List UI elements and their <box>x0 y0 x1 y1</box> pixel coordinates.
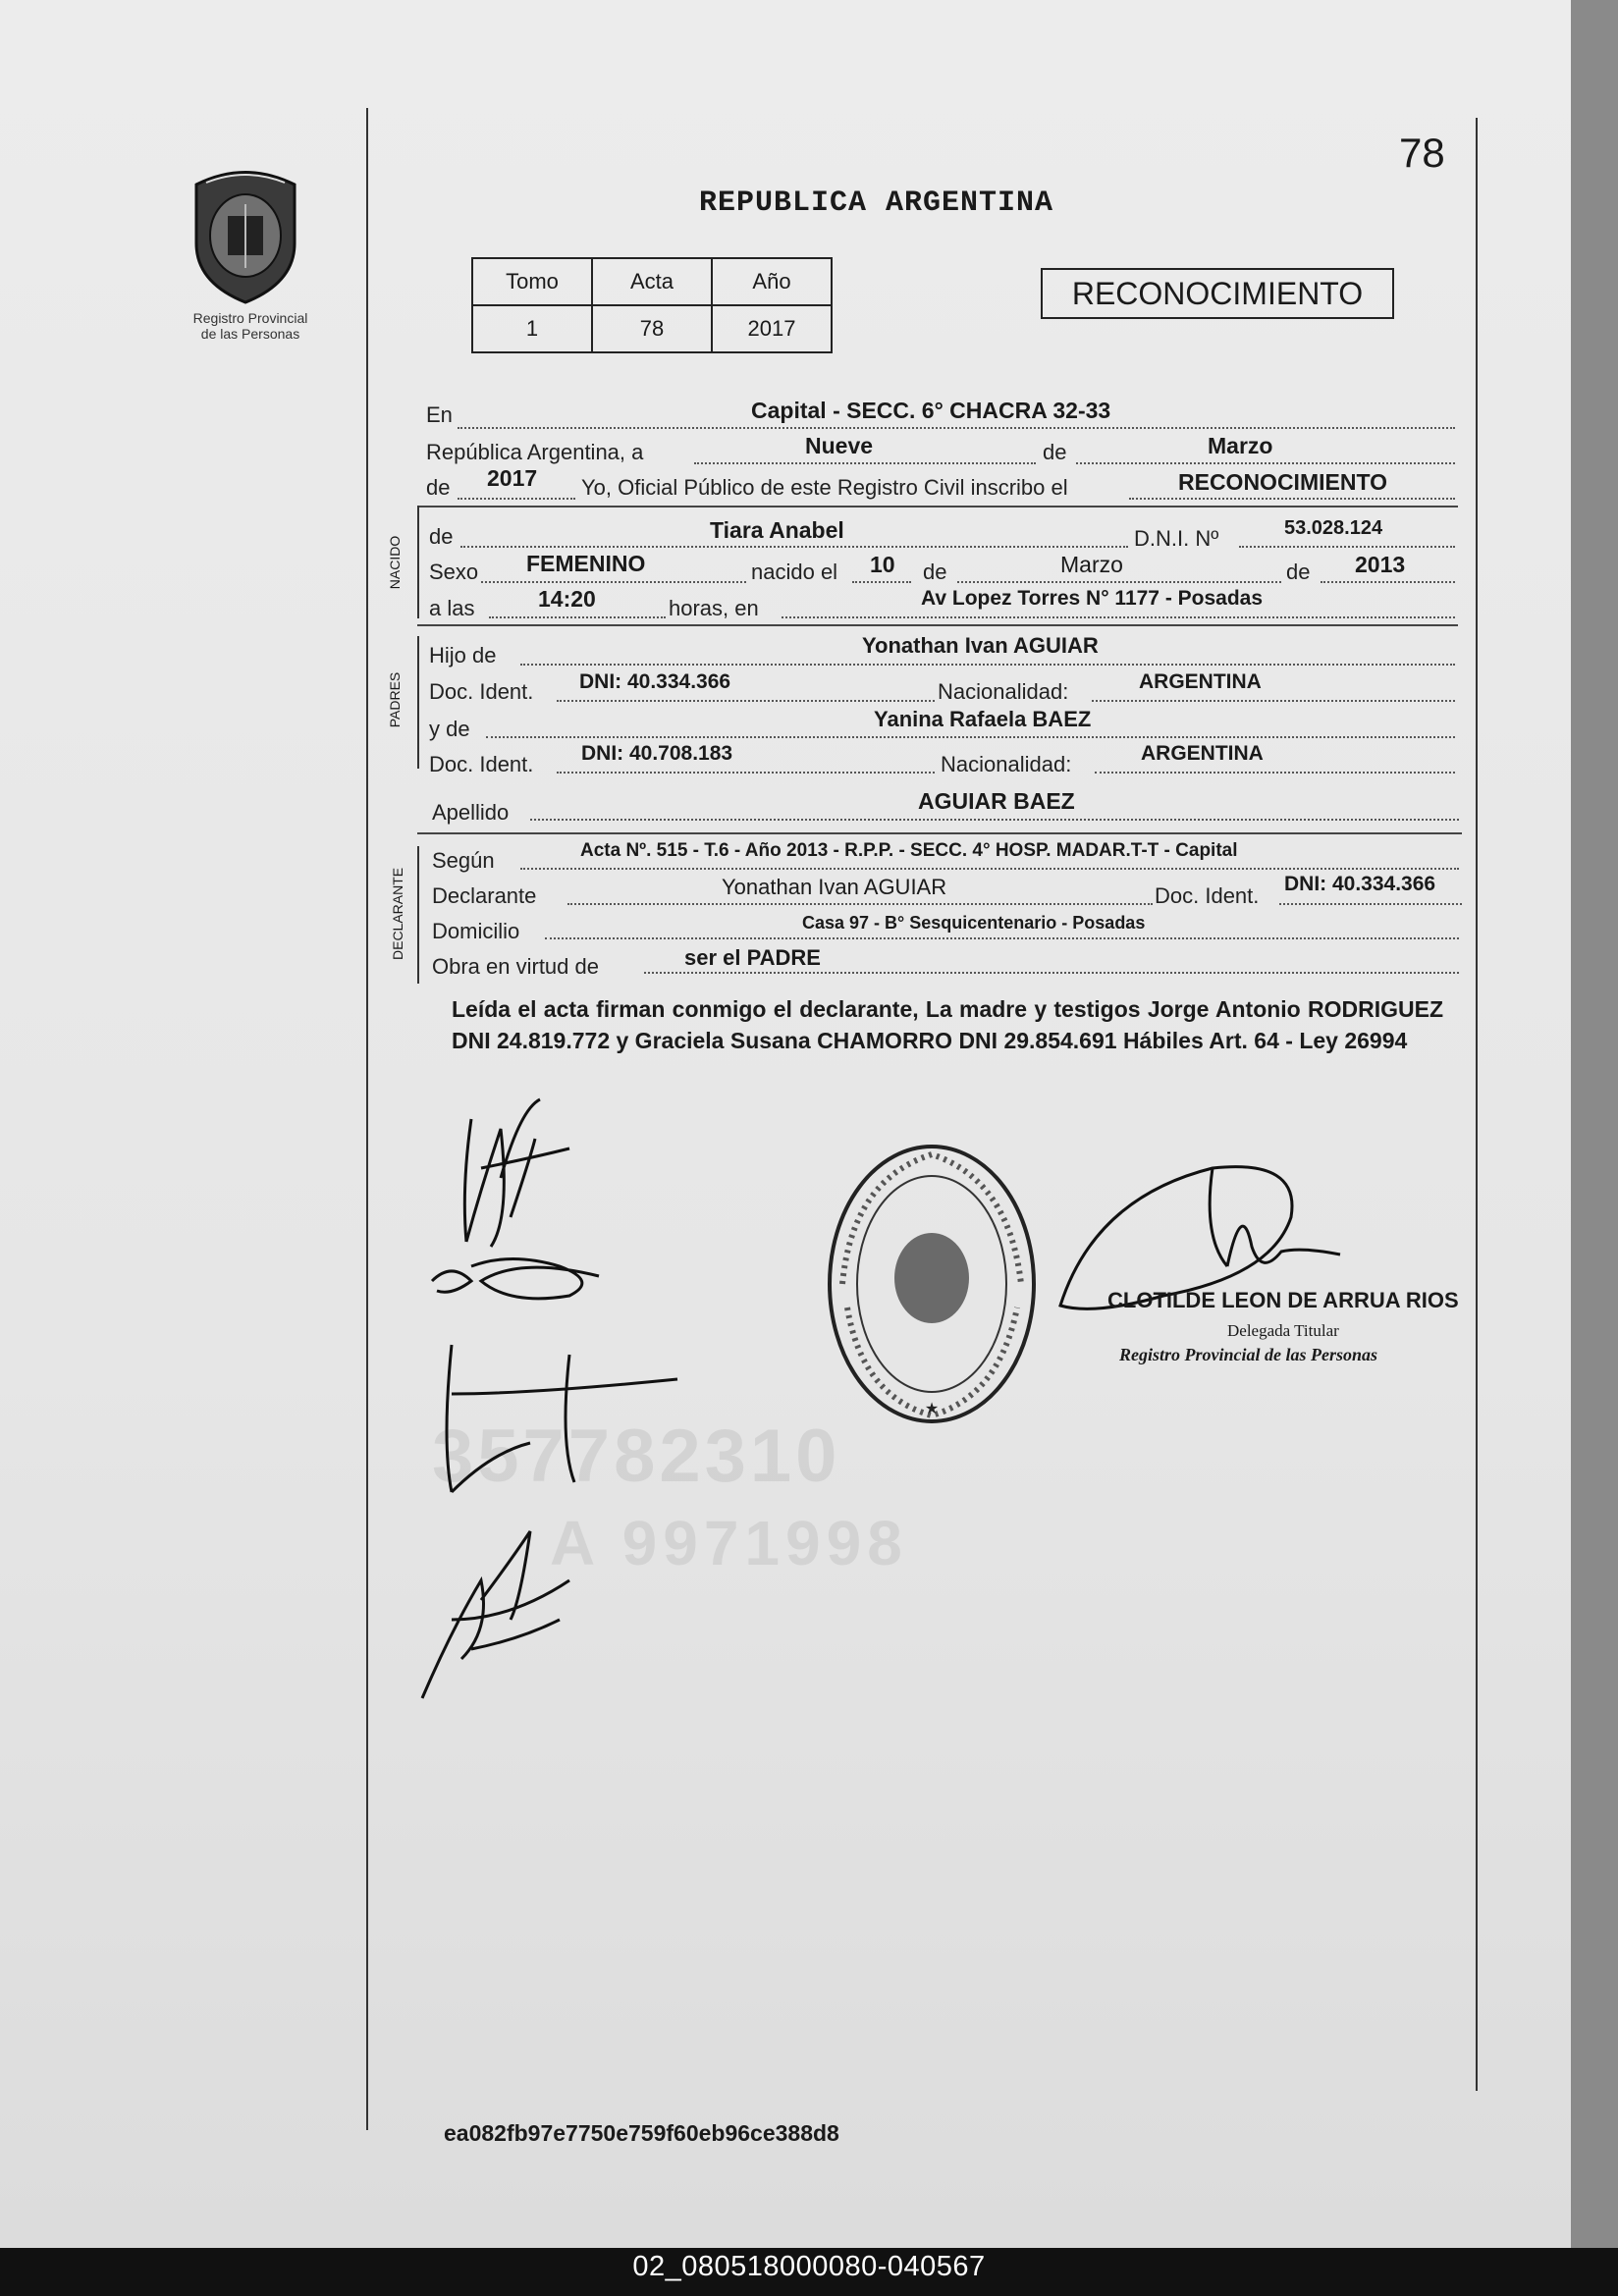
official-role: Delegada Titular <box>1227 1321 1339 1340</box>
closing-statement: Leída el acta firman conmigo el declarante, La madre y testigos Jorge Antonio RODRIGUEZ DNI 24.819.772 y Graciela Susana CHAMORRO DNI 29.854.691 Hábiles Art. 64 - Ley 26994 <box>452 996 1443 1053</box>
right-margin-line <box>1476 118 1478 2091</box>
dotted-line <box>545 937 1459 939</box>
logo-caption-line2: de las Personas <box>200 326 300 342</box>
mother-nationality-label: Nacionalidad: <box>941 752 1072 776</box>
padres-section-label: PADRES <box>387 671 403 728</box>
section-bracket <box>417 846 419 984</box>
official-name: CLOTILDE LEON DE ARRUA RIOS <box>1107 1288 1459 1312</box>
official-stamp <box>823 1141 1041 1427</box>
dotted-line <box>520 664 1455 666</box>
dotted-line <box>644 972 1459 974</box>
place-value: Capital - SECC. 6° CHACRA 32-33 <box>751 398 1111 423</box>
republica-label: República Argentina, a <box>426 440 644 464</box>
domicilio-label: Domicilio <box>432 919 520 943</box>
horas-label: horas, en <box>669 596 759 620</box>
dotted-line <box>957 581 1281 583</box>
father-nationality-value: ARGENTINA <box>1139 670 1262 693</box>
dotted-line <box>1321 581 1455 583</box>
dotted-line <box>530 819 1459 821</box>
dotted-line <box>557 700 935 702</box>
mother-name-value: Yanina Rafaela BAEZ <box>874 707 1092 731</box>
official-registry: Registro Provincial de las Personas <box>1119 1345 1378 1364</box>
document-title: REPUBLICA ARGENTINA <box>699 187 1054 220</box>
dni-label: D.N.I. Nº <box>1134 526 1219 551</box>
dotted-line <box>486 736 1455 738</box>
logo-caption <box>167 310 334 342</box>
page-number: 78 <box>1399 130 1445 176</box>
segun-value: Acta Nº. 515 - T.6 - Año 2013 - R.P.P. - SECC. 4° HOSP. MADAR.T-T - Capital <box>580 840 1238 861</box>
obra-value: ser el PADRE <box>684 945 821 970</box>
dotted-line <box>1239 546 1455 548</box>
acta-table <box>471 257 833 353</box>
dotted-line <box>782 616 1455 618</box>
hijo-de-label: Hijo de <box>429 643 497 667</box>
dotted-line <box>852 581 911 583</box>
section-divider <box>417 624 1458 626</box>
birth-day-value: 10 <box>870 552 895 577</box>
dotted-line <box>460 546 1128 548</box>
mother-nationality-value: ARGENTINA <box>1141 742 1264 765</box>
nacido-de-label: de <box>429 524 454 549</box>
nacido-section-label: NACIDO <box>387 535 403 590</box>
dotted-line <box>458 498 575 500</box>
signature-testigo-2 <box>422 1531 569 1698</box>
sexo-value: FEMENINO <box>526 551 646 576</box>
father-nationality-label: Nacionalidad: <box>938 679 1069 704</box>
table-cell-acta: 78 <box>592 305 712 352</box>
dotted-line <box>1076 462 1455 464</box>
child-name-value: Tiara Anabel <box>710 517 844 543</box>
coat-of-arms-icon <box>187 165 304 307</box>
dotted-line <box>458 427 1455 429</box>
dotted-line <box>481 581 746 583</box>
document-type-box: RECONOCIMIENTO <box>1041 268 1394 319</box>
table-header-tomo: Tomo <box>472 258 592 305</box>
section-bracket <box>417 506 419 618</box>
year-value: 2017 <box>487 465 538 491</box>
y-de-label: y de <box>429 717 470 741</box>
watermark-line2: A 9971998 <box>550 1508 908 1578</box>
watermark-line1: 357782310 <box>432 1415 841 1498</box>
table-cell-tomo: 1 <box>472 305 592 352</box>
dotted-line <box>1092 700 1455 702</box>
signature-madre <box>432 1259 599 1299</box>
de-label: de <box>1043 440 1067 464</box>
table-header-acta: Acta <box>592 258 712 305</box>
father-doc-value: DNI: 40.334.366 <box>579 670 731 693</box>
child-dni-value: 53.028.124 <box>1284 517 1383 539</box>
birth-time-value: 14:20 <box>538 586 596 612</box>
svg-text:★: ★ <box>924 1399 940 1417</box>
section-bracket <box>417 636 419 769</box>
de-label-3: de <box>1286 560 1311 584</box>
act-type-value: RECONOCIMIENTO <box>1178 469 1387 495</box>
left-margin-line <box>366 108 368 2130</box>
section-divider <box>417 506 1458 507</box>
declarante-doc-label: Doc. Ident. <box>1155 883 1260 908</box>
nacido-el-label: nacido el <box>751 560 838 584</box>
birth-month-value: Marzo <box>1060 552 1123 577</box>
month-value: Marzo <box>1208 433 1273 458</box>
section-divider <box>417 832 1462 834</box>
en-label: En <box>426 402 453 427</box>
apellido-label: Apellido <box>432 800 510 825</box>
dotted-line <box>557 772 935 774</box>
dotted-line <box>520 868 1459 870</box>
logo-caption-line1: Registro Provincial <box>192 310 308 326</box>
table-header-ano: Año <box>712 258 832 305</box>
dotted-line <box>694 462 1036 464</box>
document-hash: ea082fb97e7750e759f60eb96ce388d8 <box>444 2120 839 2146</box>
year-label: de <box>426 475 451 500</box>
obra-label: Obra en virtud de <box>432 954 599 979</box>
birth-year-value: 2013 <box>1355 552 1406 577</box>
sexo-label: Sexo <box>429 560 479 584</box>
signature-declarante <box>464 1099 569 1247</box>
dotted-line <box>1279 903 1462 905</box>
declarante-value: Yonathan Ivan AGUIAR <box>722 875 947 899</box>
page-edge <box>1571 0 1618 2248</box>
father-doc-label: Doc. Ident. <box>429 679 534 704</box>
day-value: Nueve <box>805 433 874 458</box>
birth-place-value: Av Lopez Torres N° 1177 - Posadas <box>921 587 1264 610</box>
a-las-label: a las <box>429 596 475 620</box>
dotted-line <box>489 616 666 618</box>
father-name-value: Yonathan Ivan AGUIAR <box>862 633 1099 658</box>
de-label-2: de <box>923 560 947 584</box>
segun-label: Según <box>432 848 495 873</box>
dotted-line <box>1129 498 1455 500</box>
dotted-line <box>567 903 1153 905</box>
declarante-doc-value: DNI: 40.334.366 <box>1284 873 1436 895</box>
mother-doc-value: DNI: 40.708.183 <box>581 742 733 765</box>
domicilio-value: Casa 97 - B° Sesquicentenario - Posadas <box>802 913 1146 933</box>
declarante-section-label: DECLARANTE <box>390 867 405 960</box>
signatures <box>412 1070 707 1708</box>
apellido-value: AGUIAR BAEZ <box>918 788 1075 814</box>
footer-filename: 02_080518000080-040567 <box>632 2251 986 2282</box>
table-cell-ano: 2017 <box>712 305 832 352</box>
dotted-line <box>1095 772 1455 774</box>
signature-testigo-1 <box>447 1345 677 1492</box>
declarante-label: Declarante <box>432 883 537 908</box>
officer-text: Yo, Oficial Público de este Registro Civil inscribo el <box>581 475 1068 500</box>
mother-doc-label: Doc. Ident. <box>429 752 534 776</box>
